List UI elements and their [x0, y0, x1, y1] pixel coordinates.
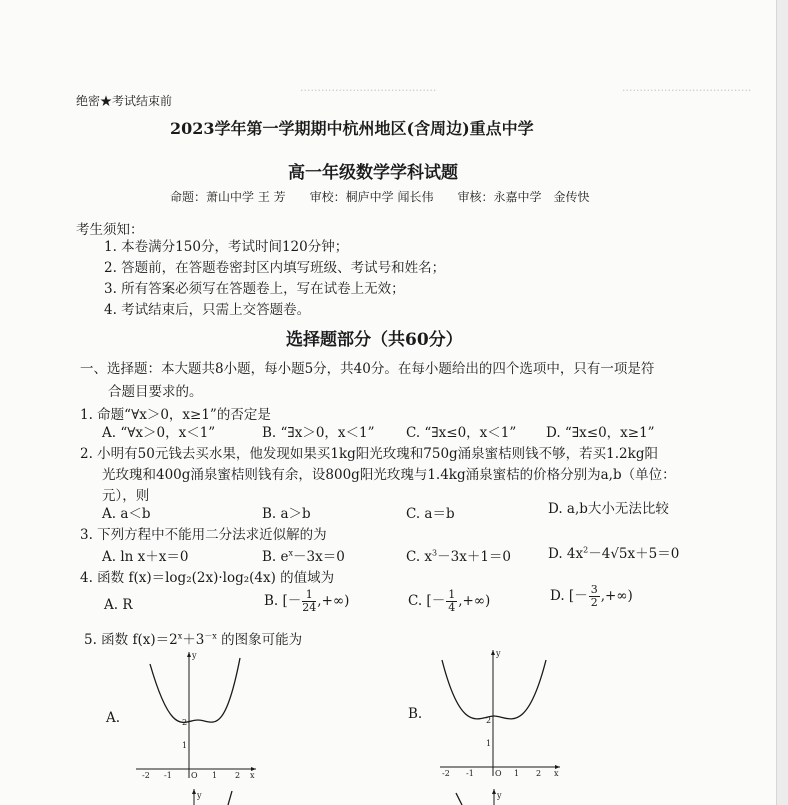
- q2-option-d: D. a,b大小无法比较: [548, 501, 669, 517]
- q4-stem: 4. 函数 f(x)＝log₂(2x)·log₂(4x) 的值域为: [80, 570, 335, 586]
- exam-title: 2023学年第一学期期中杭州地区(含周边)重点中学: [170, 119, 534, 138]
- x-tick: -1: [164, 771, 172, 780]
- secret-label: 绝密★考试结束前: [76, 94, 173, 108]
- q5-graph-b: [436, 646, 566, 778]
- exam-subtitle: 高一年级数学学科试题: [288, 163, 458, 183]
- bleed-through-text: ·····································: [622, 84, 752, 97]
- y-tick: 1: [486, 739, 492, 748]
- q2-stem-cont: 光玫瑰和400g涌泉蜜桔则钱有余，设800g阳光玫瑰与1.4kg涌泉蜜桔的价格分别为a,b（单位：: [102, 467, 676, 483]
- q3-stem: 3. 下列方程中不能用二分法求近似解的为: [80, 527, 327, 543]
- q2-option-b: B. a＞b: [262, 506, 311, 522]
- q5-option-a-label: A.: [106, 710, 121, 726]
- q1-option-d: D. “∃x≤0，x≥1”: [546, 425, 655, 441]
- q5-stem: 5. 函数 $f(x)=2^x+3^{-x}$ 的图象可能为: [84, 631, 303, 648]
- y-axis-arrow: [491, 650, 495, 655]
- curve: [442, 660, 546, 719]
- q2-stem-cont: 元），则: [102, 488, 150, 504]
- part1-instruction: 一、选择题：本大题共8小题，每小题5分，共40分。在每小题给出的四个选项中，只有一项是符: [80, 361, 655, 377]
- q3-option-b: B. $e^x-3x=0$: [262, 548, 345, 565]
- notice-item: 2. 答题前，在答题卷密封区内填写班级、考试号和姓名；: [104, 260, 446, 276]
- q4-option-d: D. [－ $\frac{3}{2}$ ,+∞): [550, 583, 633, 609]
- y-tick: 1: [182, 741, 188, 750]
- y-tick: 2: [182, 718, 188, 727]
- x-tick: 2: [536, 769, 542, 778]
- y-label: y: [197, 791, 202, 800]
- y-label: y: [192, 651, 197, 660]
- q1-stem: 1. 命题“∀x＞0，x≥1”的否定是: [80, 407, 271, 423]
- q3-option-a: A. ln x＋x＝0: [102, 549, 189, 565]
- y-label: y: [497, 791, 502, 800]
- part1-instruction-cont: 合题目要求的。: [108, 384, 203, 400]
- y-axis-arrow: [492, 789, 496, 794]
- q2-option-a: A. a＜b: [102, 506, 151, 522]
- y-tick: 2: [486, 716, 492, 725]
- q1-option-a: A. “∀x＞0，x＜1”: [102, 425, 216, 441]
- x-tick: -1: [466, 769, 474, 778]
- notice-item: 4. 考试结束后，只需上交答题卷。: [104, 302, 311, 318]
- q2-stem: 2. 小明有50元钱去买水果，他发现如果买1kg阳光玫瑰和750g涌泉蜜桔则钱不够，若买1.2kg阳: [80, 446, 658, 462]
- origin-label: O: [191, 771, 198, 780]
- curve: [150, 658, 240, 722]
- curve: [456, 793, 462, 805]
- notice-item: 1. 本卷满分150分，考试时间120分钟；: [104, 239, 349, 255]
- q2-option-c: C. a＝b: [406, 506, 455, 522]
- q3-option-c: C. $x^3-3x+1=0$: [406, 548, 512, 565]
- x-tick: -2: [442, 769, 450, 778]
- q5-option-b-label: B.: [408, 706, 423, 722]
- bleed-through-text: ·······································: [300, 84, 437, 97]
- scrollbar[interactable]: [776, 0, 788, 805]
- x-tick: 2: [235, 771, 241, 780]
- q4-option-b: B. [－ $\frac{1}{24}$ ,+∞): [264, 588, 350, 614]
- q1-option-c: C. “∃x≤0，x＜1”: [406, 425, 517, 441]
- q4-option-c: C. [－ $\frac{1}{4}$ ,+∞): [408, 588, 491, 614]
- x-label: x: [250, 771, 255, 780]
- notice-item: 3. 所有答案必须写在答题卷上，写在试卷上无效；: [104, 281, 405, 297]
- q5-graph-d-partial: [452, 787, 532, 805]
- section-title: 选择题部分（共60分）: [286, 330, 463, 350]
- y-label: y: [496, 649, 501, 658]
- exam-authors: 命题：萧山中学 王 芳 审校：桐庐中学 闻长伟 审核：永嘉中学 金传快: [170, 190, 590, 204]
- y-axis-arrow: [192, 789, 196, 794]
- q4-option-a: A. R: [104, 597, 133, 613]
- q1-option-b: B. “∃x＞0，x＜1”: [262, 425, 375, 441]
- y-axis-arrow: [187, 652, 191, 657]
- x-tick: 1: [514, 769, 520, 778]
- x-tick: -2: [142, 771, 150, 780]
- q5-graph-c-partial: [180, 787, 260, 805]
- q3-option-d: D. $4x^2-4√5x+5=0$: [548, 545, 680, 562]
- q5-graph-a: [132, 648, 262, 780]
- x-tick: 1: [212, 771, 218, 780]
- origin-label: O: [495, 769, 502, 778]
- notice-heading: 考生须知：: [76, 222, 144, 238]
- x-label: x: [554, 769, 559, 778]
- curve: [228, 791, 232, 805]
